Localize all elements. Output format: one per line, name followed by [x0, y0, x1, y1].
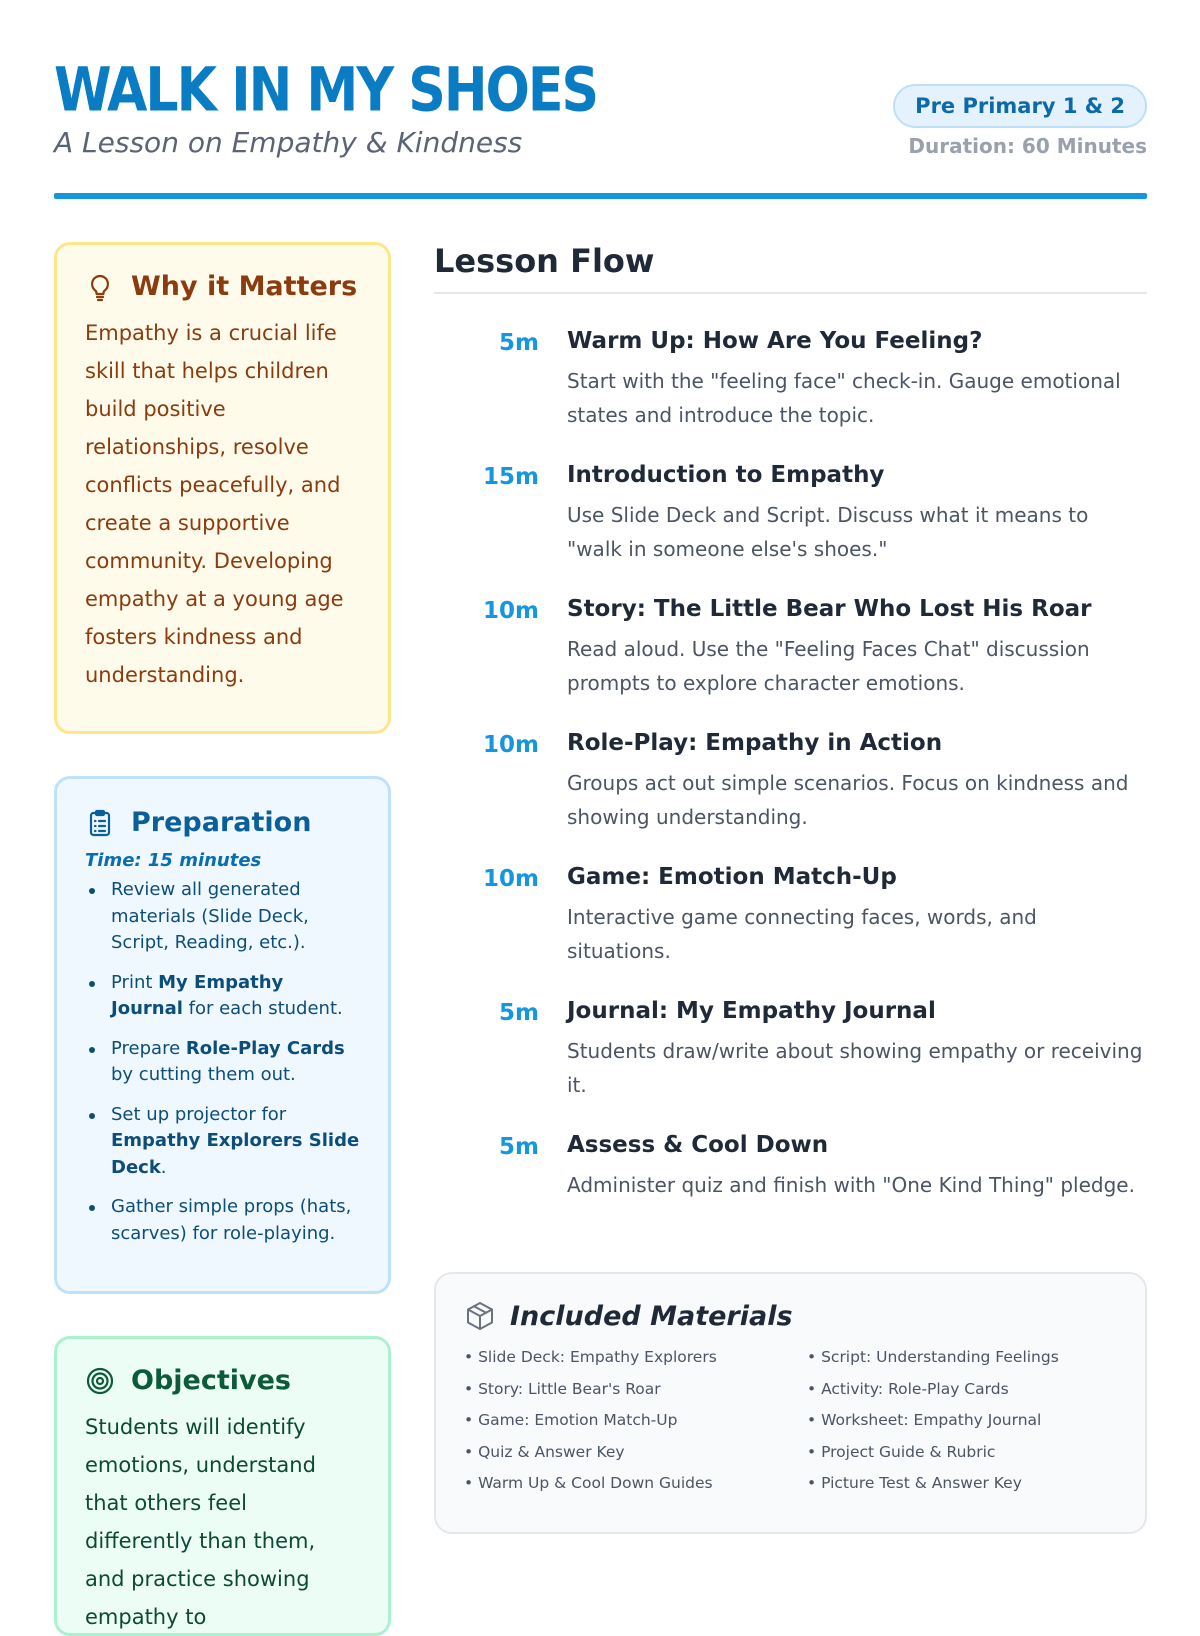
objectives-card	[54, 1336, 391, 1636]
grade-badge: Pre Primary 1 & 2	[893, 84, 1147, 128]
preparation-card	[54, 776, 391, 1294]
material-item: • Script: Understanding Feelings	[807, 1346, 1150, 1368]
step-description: Groups act out simple scenarios. Focus on kindness and showing understanding.	[567, 771, 1129, 829]
step-title: Role-Play: Empathy in Action	[567, 730, 943, 756]
header-divider	[54, 193, 1147, 199]
duration-label: Duration: 60 Minutes	[908, 134, 1147, 158]
lightbulb-icon	[85, 272, 115, 302]
material-item: • Quiz & Answer Key	[464, 1441, 807, 1463]
package-icon	[464, 1300, 496, 1332]
objectives-text: Students will identify emotions, understand that others feel differently than them, and practice showing empathy to	[85, 1415, 316, 1629]
step-title: Game: Emotion Match-Up	[567, 864, 897, 890]
step-duration: 5m	[499, 330, 539, 356]
clipboard-icon	[85, 808, 115, 838]
step-duration: 5m	[499, 1000, 539, 1026]
step-duration: 10m	[483, 598, 539, 624]
lesson-flow	[434, 242, 1147, 1197]
objectives-title: Objectives	[131, 1365, 291, 1396]
step-title: Introduction to Empathy	[567, 462, 885, 488]
step-duration: 15m	[483, 464, 539, 490]
material-item: • Worksheet: Empathy Journal	[807, 1409, 1150, 1431]
included-materials-title: Included Materials	[510, 1300, 793, 1332]
preparation-title: Preparation	[131, 807, 312, 838]
step-title: Story: The Little Bear Who Lost His Roar	[567, 596, 1092, 622]
page-title: WALK IN MY SHOES	[54, 53, 598, 126]
preparation-list	[85, 877, 360, 1247]
materials-list	[464, 1346, 1117, 1494]
material-item: • Picture Test & Answer Key	[807, 1472, 1150, 1494]
step-description: Students draw/write about showing empathy or receiving it.	[567, 1039, 1143, 1097]
step-description: Read aloud. Use the "Feeling Faces Chat" discussion prompts to explore character emotions.	[567, 637, 1090, 695]
material-item: • Slide Deck: Empathy Explorers	[464, 1346, 807, 1368]
page-subtitle: A Lesson on Empathy & Kindness	[54, 126, 523, 159]
page-header	[54, 53, 1147, 201]
preparation-item: Review all generated materials (Slide Deck, Script, Reading, etc.).	[85, 877, 360, 957]
why-it-matters-card	[54, 242, 391, 734]
step-description: Use Slide Deck and Script. Discuss what it means to "walk in someone else's shoes."	[567, 503, 1089, 561]
step-duration: 10m	[483, 732, 539, 758]
why-it-matters-text: Empathy is a crucial life skill that helps children build positive relationships, resolve conflicts peacefully, and create a supportive community. Developing empathy at a young age fosters kindness and understanding.	[85, 321, 344, 687]
step-description: Interactive game connecting faces, words, and situations.	[567, 905, 1037, 963]
included-materials-card	[434, 1272, 1147, 1534]
step-description: Administer quiz and finish with "One Kind Thing" pledge.	[567, 1173, 1135, 1197]
material-item: • Warm Up & Cool Down Guides	[464, 1472, 807, 1494]
preparation-item: Gather simple props (hats, scarves) for role-playing.	[85, 1194, 360, 1247]
material-item: • Story: Little Bear's Roar	[464, 1378, 807, 1400]
why-it-matters-title: Why it Matters	[131, 271, 358, 302]
material-item: • Game: Emotion Match-Up	[464, 1409, 807, 1431]
preparation-item: Set up projector for Empathy Explorers Slide Deck.	[85, 1102, 360, 1182]
step-title: Warm Up: How Are You Feeling?	[567, 328, 983, 354]
step-description: Start with the "feeling face" check-in. Gauge emotional states and introduce the topic.	[567, 369, 1121, 427]
step-duration: 5m	[499, 1134, 539, 1160]
step-title: Journal: My Empathy Journal	[567, 998, 936, 1024]
step-title: Assess & Cool Down	[567, 1132, 829, 1158]
preparation-time: Time: 15 minutes	[85, 850, 262, 871]
material-item: • Project Guide & Rubric	[807, 1441, 1150, 1463]
preparation-item: Print My Empathy Journal for each student.	[85, 970, 360, 1023]
material-item: • Activity: Role-Play Cards	[807, 1378, 1150, 1400]
step-duration: 10m	[483, 866, 539, 892]
preparation-item: Prepare Role-Play Cards by cutting them out.	[85, 1036, 360, 1089]
lesson-flow-title: Lesson Flow	[434, 242, 1147, 294]
target-icon	[85, 1366, 115, 1396]
